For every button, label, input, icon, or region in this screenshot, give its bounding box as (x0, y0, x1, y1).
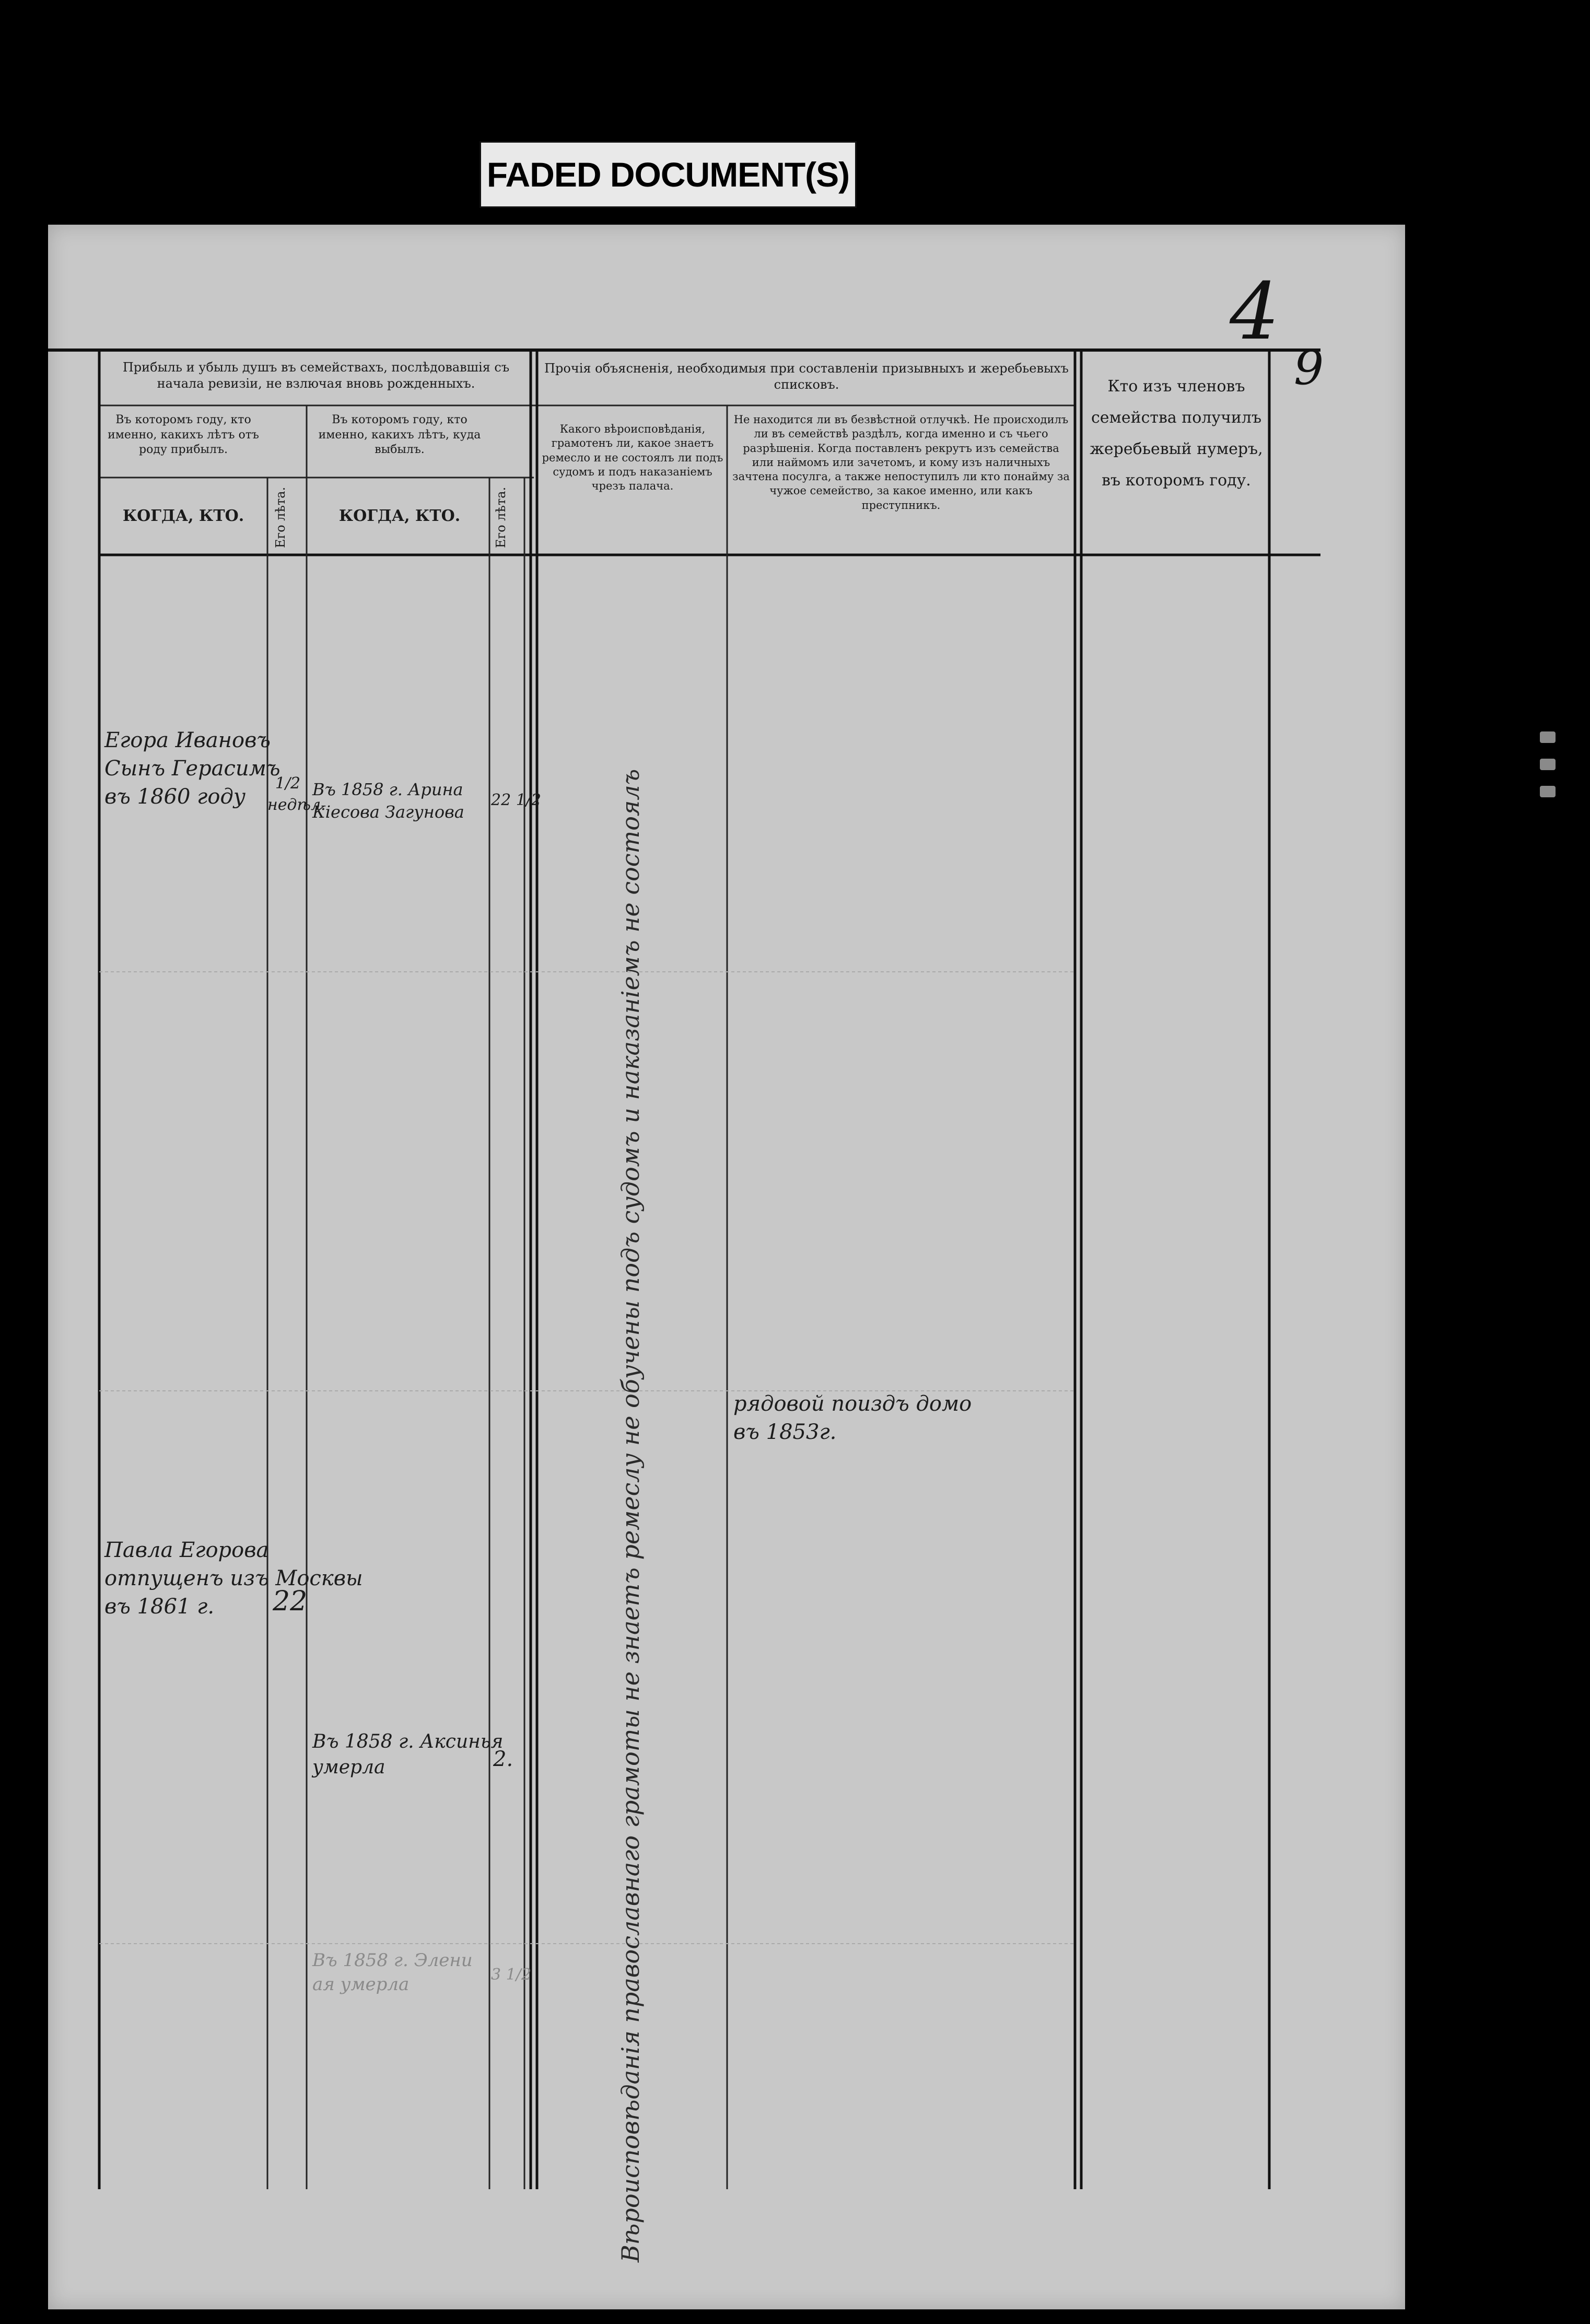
absence-note-line-2: въ 1853г. (733, 1420, 837, 1444)
arrived-entry-1-line-1: Егора Ивановъ (104, 728, 271, 752)
departed-entry-1-line-2: Кіесова Загунова (312, 802, 464, 822)
departed-entry-1-line-1: Въ 1858 г. Арина (312, 780, 463, 799)
departed-entry-2-line-2: умерла (312, 1756, 385, 1778)
departed-entry-3-age: 3 1/2 (491, 1966, 531, 1984)
arrived-entry-2 (104, 1536, 363, 1621)
edge-marks (1540, 731, 1556, 846)
header-group-middle: Прочія объясненія, необходимыя при составленіи призывныхъ и жеребьевыхъ списковъ. (544, 361, 1069, 392)
departed-entry-3-line-1: Въ 1858 г. Элени (312, 1950, 473, 1971)
arrived-entry-2-line-3: въ 1861 г. (104, 1595, 215, 1619)
table-grid (48, 225, 1405, 2309)
header-when-who-arrived: КОГДА, КТО. (122, 507, 244, 525)
folio-number-main: 4 (1230, 266, 1280, 357)
departed-entry-3 (312, 1949, 473, 1997)
header-lottery: Кто изъ членовъ семейства получилъ жеребьевый нумеръ, въ которомъ году. (1090, 377, 1263, 490)
edge-mark-1 (1540, 731, 1556, 743)
absence-note (733, 1390, 972, 1446)
header-group-left: Прибыль и убыль душъ въ семействахъ, послѣдовавшія съ начала ревизіи, не взлючая вновь рожденныхъ. (122, 360, 510, 391)
arrived-entry-1-age-value: 1/2 (275, 774, 301, 793)
absence-note-line-1: рядовой поиздъ домо (733, 1392, 972, 1416)
arrived-entry-2-line-2: отпущенъ изъ Москвы (104, 1566, 363, 1590)
header-departed: Въ которомъ году, кто именно, какихъ лѣтъ, куда выбылъ. (318, 413, 481, 457)
header-religion: Какого вѣроисповѣданія, грамотенъ ли, какое знаетъ ремесло и не состоялъ ли подъ судомъ и подъ наказаніемъ чрезъ палача. (542, 423, 723, 493)
departed-entry-1 (312, 778, 464, 823)
departed-entry-2-age: 2. (493, 1747, 513, 1771)
arrived-entry-1 (104, 726, 280, 811)
religion-vertical-note: Вѣроисповѣданія православнаго грамоты не знаетъ ремеслу не обучены подъ судомъ и наказаніемъ не состоялъ (616, 769, 645, 2262)
arrived-entry-1-line-2: Сынъ Герасимъ (104, 757, 280, 781)
departed-entry-1-age: 22 1/2 (491, 791, 541, 809)
document-page (48, 225, 1405, 2309)
arrived-entry-2-age: 22 (273, 1586, 308, 1617)
arrived-entry-1-age (267, 773, 326, 816)
header-arrived: Въ которомъ году, кто именно, какихъ лѣтъ отъ роду прибылъ. (108, 413, 259, 457)
arrived-entry-1-line-3: въ 1860 году (104, 785, 246, 809)
departed-entry-2-line-1: Въ 1858 г. Аксинья (312, 1731, 504, 1752)
folio-number-secondary: 9 (1294, 341, 1324, 396)
departed-entry-2 (312, 1729, 503, 1780)
header-age-arrived: Его лѣта. (273, 486, 288, 548)
arrived-entry-1-age-unit: недѣл. (267, 795, 326, 814)
departed-entry-3-line-2: ая умерла (312, 1973, 410, 1995)
header-absence: Не находится ли въ безвѣстной отлучкѣ. Не происходилъ ли въ семействѣ раздѣлъ, когда именно и съ чьего разрѣшенія. Когда поставленъ рекрутъ изъ семейства или наймомъ или зачетомъ, и кому изъ наличныхъ зачтена посулга, а также непоступилъ ли кто понайму за чужое семейство, за какое именно, или какъ преступникъ. (732, 413, 1070, 512)
arrived-entry-2-line-1: Павла Егорова (104, 1538, 269, 1562)
header-age-departed: Его лѣта. (494, 486, 508, 548)
edge-mark-2 (1540, 759, 1556, 770)
faded-document-banner: FADED DOCUMENT(S) (480, 141, 857, 208)
header-when-who-departed: КОГДА, КТО. (338, 507, 461, 525)
edge-mark-3 (1540, 786, 1556, 797)
